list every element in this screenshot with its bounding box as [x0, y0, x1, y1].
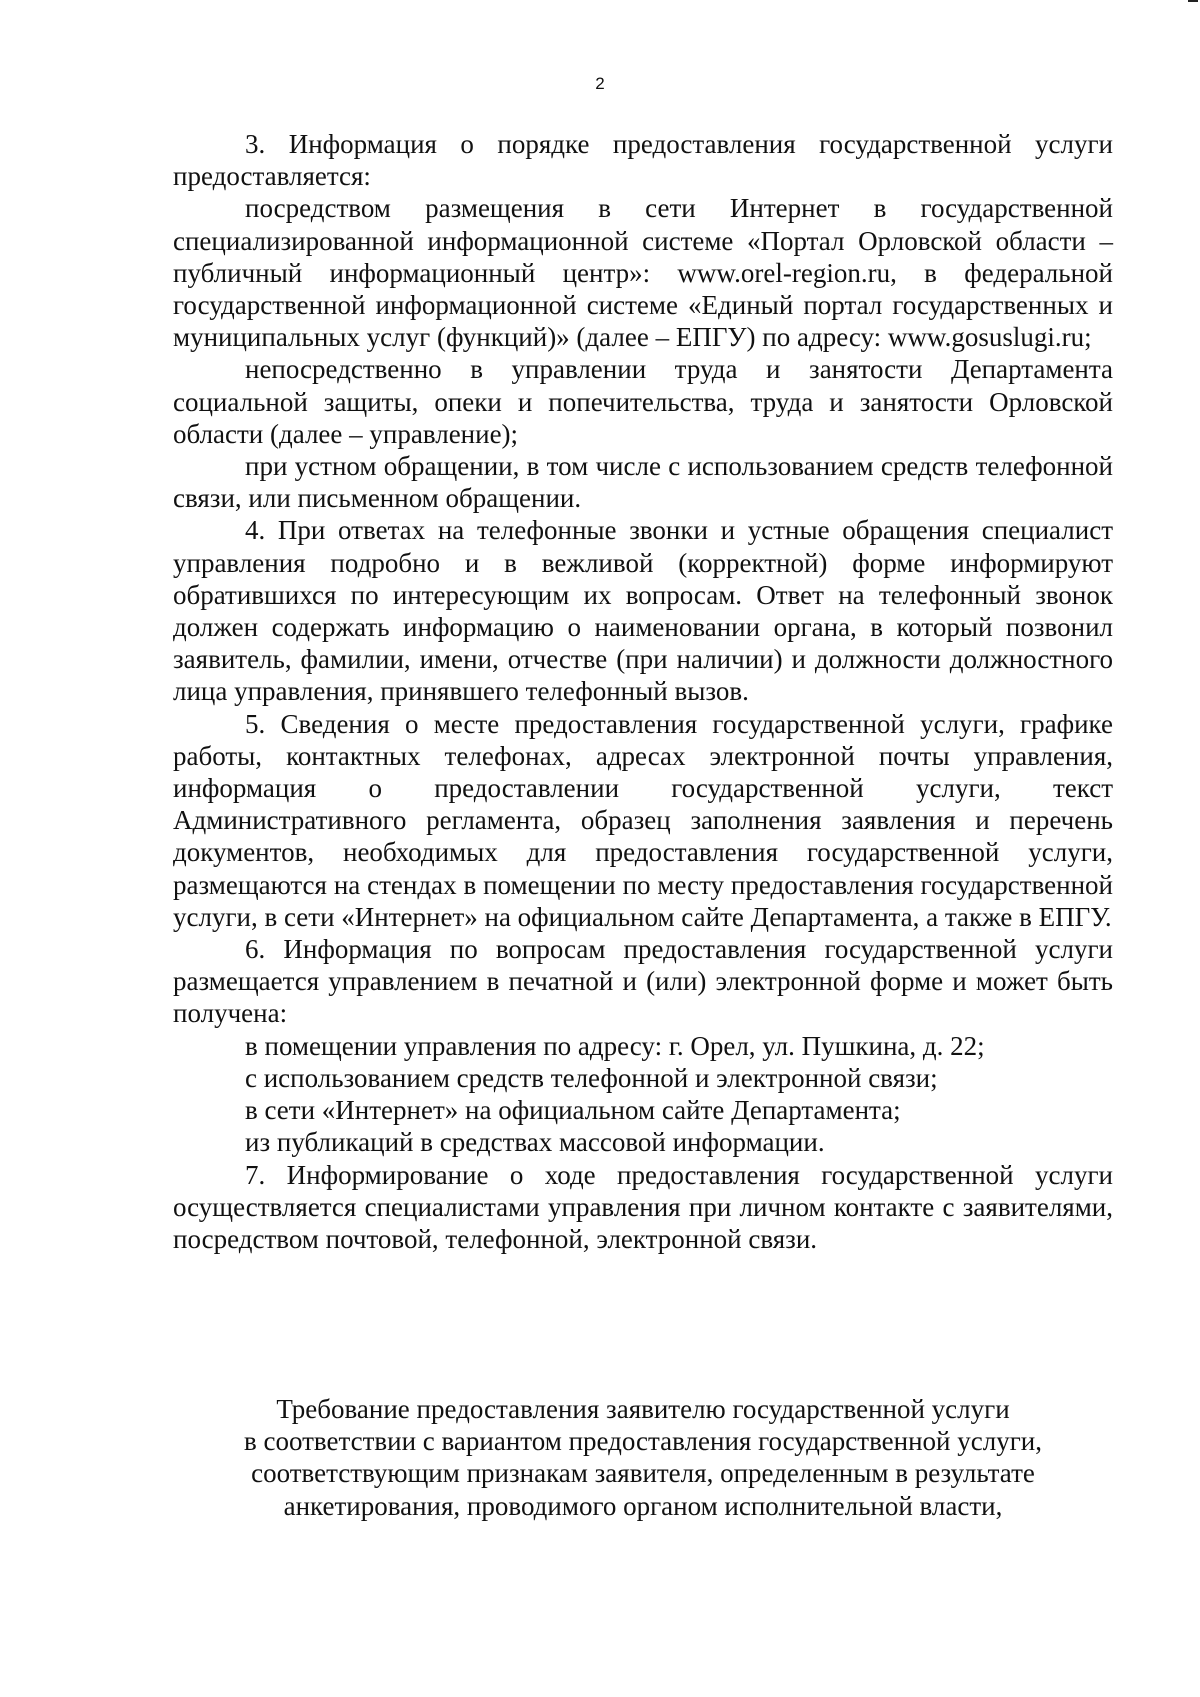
paragraph-oral: при устном обращении, в том числе с использованием средств телефонной связи, или письменном обращении. — [173, 451, 1113, 514]
edge-mark — [1188, 0, 1198, 2]
paragraph-4: 4. При ответах на телефонные звонки и устные обращения специалист управления подробно и в вежливой (корректной) форме информируют обратившихся по интересующим их вопросам. Ответ на телефонный звонок должен содержать информацию о наименовании органа, в который позвонил заявитель, фамилии, имени, отчестве (при наличии) и должности должностного лица управления, принявшего телефонный вызов. — [173, 515, 1113, 707]
heading-line-3: соответствующим признакам заявителя, определенным в результате — [251, 1458, 1035, 1489]
list-item-website: в сети «Интернет» на официальном сайте Департамента; — [245, 1095, 901, 1126]
heading-line-1: Требование предоставления заявителю государственной услуги — [276, 1394, 1010, 1424]
heading-line-4: анкетирования, проводимого органом исполнительной власти, — [283, 1490, 1003, 1521]
list-item-phone: с использованием средств телефонной и электронной связи; — [245, 1062, 938, 1093]
heading-line-2: в соответствии с вариантом предоставления государственной услуги, — [244, 1426, 1042, 1457]
paragraph-internet: посредством размещения в сети Интернет в государственной специализированной информационной системе «Портал Орловской области – публичный информационный центр»: www.orel-region.ru, в федеральной государственной информационной системе «Единый портал государственных и муниципальных услуг (функций)» (далее – ЕПГУ) по адресу: www.gosuslugi.ru; — [173, 193, 1113, 353]
paragraph-directly: непосредственно в управлении труда и занятости Департамента социальной защиты, опеки и попечительства, труда и занятости Орловской области (далее – управление); — [173, 354, 1113, 449]
page-number: 2 — [595, 74, 605, 93]
list-item-address: в помещении управления по адресу: г. Орел, ул. Пушкина, д. 22; — [245, 1030, 985, 1061]
section-heading — [173, 1393, 1113, 1522]
paragraph-5: 5. Сведения о месте предоставления государственной услуги, графике работы, контактных телефонах, адресах электронной почты управления, информация о предоставлении государственной услуги, текст Административного регламента, образец заполнения заявления и перечень документов, необходимых для предоставления государственной услуги, размещаются на стендах в помещении по месту предоставления государственной услуги, в сети «Интернет» на официальном сайте Департамента, а также в ЕПГУ. — [173, 708, 1113, 932]
paragraph-7: 7. Информирование о ходе предоставления государственной услуги осуществляется специалистами управления при личном контакте с заявителями, посредством почтовой, телефонной, электронной связи. — [173, 1159, 1113, 1254]
document-body — [173, 128, 1113, 1255]
list-item-media: из публикаций в средствах массовой информации. — [245, 1127, 825, 1158]
paragraph-3: 3. Информация о порядке предоставления государственной услуги предоставляется: — [173, 129, 1113, 192]
paragraph-6: 6. Информация по вопросам предоставления государственной услуги размещается управлением в печатной и (или) электронной форме и может быть получена: — [173, 934, 1113, 1029]
